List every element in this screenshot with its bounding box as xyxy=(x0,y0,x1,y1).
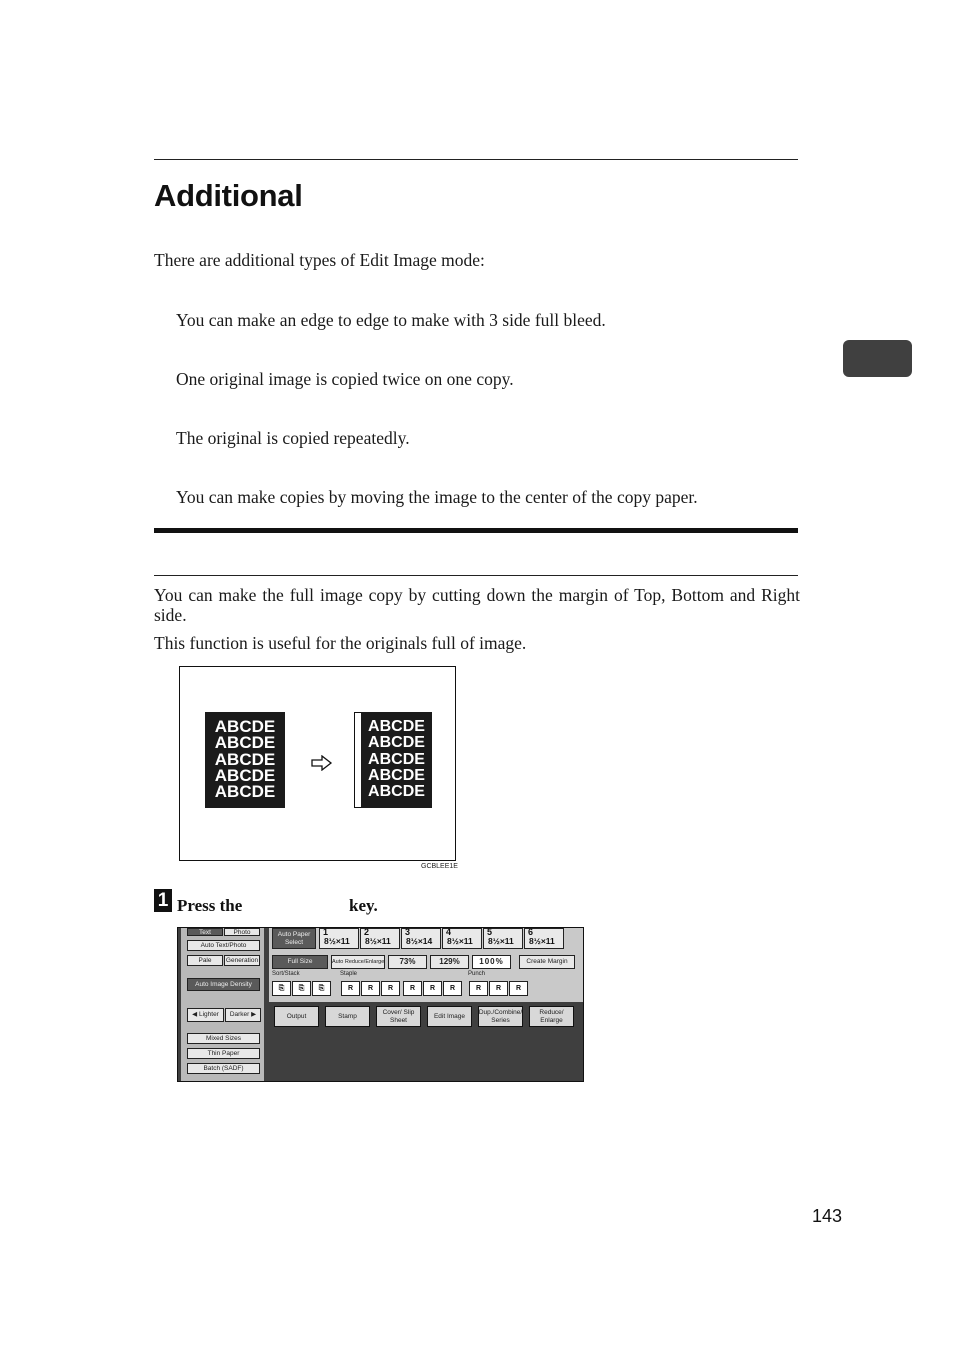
tray-size: 8½×11 xyxy=(365,936,391,946)
sample-text: ABCDE xyxy=(368,783,425,801)
original-image xyxy=(205,712,285,808)
section-paragraph: This function is useful for the originals full of image. xyxy=(154,633,527,653)
paper-reduce-area xyxy=(269,928,583,1002)
illustration-code: GCBLEE1E xyxy=(421,863,458,870)
triangle-right-icon: ▶ xyxy=(251,1011,257,1018)
output-button[interactable]: Output xyxy=(274,1006,319,1027)
list-item: One original image is copied twice on one copy. xyxy=(176,369,514,389)
staple-booklet-icon[interactable]: R xyxy=(443,981,462,996)
photo-mode-button[interactable]: Photo xyxy=(224,928,260,936)
cover-slip-sheet-button[interactable]: Cover/ Slip Sheet xyxy=(376,1006,421,1027)
step-text-end: key. xyxy=(349,896,378,915)
control-panel xyxy=(177,927,584,1082)
auto-text-photo-button[interactable]: Auto Text/Photo xyxy=(187,940,260,951)
intro-text: There are additional types of Edit Image mode: xyxy=(154,250,485,270)
generation-button[interactable]: Generation xyxy=(225,957,259,964)
page-number: 143 xyxy=(812,1206,843,1226)
step-text: Press the xyxy=(177,896,243,915)
right-arrow-icon xyxy=(311,755,333,771)
ratio-display: 100% xyxy=(472,955,511,969)
sort-icon[interactable]: ⎘ xyxy=(272,981,291,996)
tray-number: 1 xyxy=(323,927,329,937)
dup-combine-series-button[interactable]: Dup./Combine/ Series xyxy=(478,1006,523,1027)
tray-number: 4 xyxy=(446,927,452,937)
reduce-enlarge-button[interactable]: Reduce/ Enlarge xyxy=(529,1006,574,1027)
sample-text: ABCDE xyxy=(368,734,425,752)
page-title: Additional xyxy=(154,178,303,213)
thin-paper-button[interactable]: Thin Paper xyxy=(187,1048,260,1059)
paper-tray-2[interactable] xyxy=(360,928,400,949)
list-item: You can make copies by moving the image to the center of the copy paper. xyxy=(176,487,698,507)
copied-image xyxy=(361,712,432,808)
tray-size: 8½×11 xyxy=(488,936,514,946)
top-rule xyxy=(154,159,798,160)
edit-image-button[interactable]: Edit Image xyxy=(427,1006,472,1027)
tray-number: 2 xyxy=(364,927,370,937)
list-item: You can make an edge to edge to make with 3 side full bleed. xyxy=(176,310,606,330)
paper-tray-4[interactable] xyxy=(442,928,482,949)
tray-size: 8½×11 xyxy=(529,936,555,946)
sample-text: ABCDE xyxy=(368,750,425,768)
tray-number: 5 xyxy=(487,927,493,937)
auto-image-density-button[interactable]: Auto Image Density xyxy=(187,978,260,991)
sample-text: ABCDE xyxy=(214,717,276,736)
section-rule-thick xyxy=(154,528,798,533)
mixed-sizes-button[interactable]: Mixed Sizes xyxy=(187,1033,260,1044)
tray-number: 6 xyxy=(528,927,534,937)
paper-tray-3[interactable] xyxy=(401,928,441,949)
staple-two-left-icon[interactable]: R xyxy=(381,981,400,996)
create-margin-button[interactable]: Create Margin xyxy=(519,955,575,969)
stack-icon[interactable]: ⎘ xyxy=(312,981,331,996)
darker-button[interactable] xyxy=(225,1008,261,1022)
lighter-label: Lighter xyxy=(198,1011,219,1018)
sample-text: ABCDE xyxy=(368,718,425,735)
left-column xyxy=(181,928,264,1081)
sample-text: ABCDE xyxy=(214,765,276,785)
sort-stack-label: Sort/Stack xyxy=(272,971,300,977)
darker-label: Darker xyxy=(229,1011,250,1018)
sample-text: ABCDE xyxy=(368,766,425,784)
sample-text: ABCDE xyxy=(214,733,276,753)
tray-size: 8½×11 xyxy=(324,936,350,946)
sample-text: ABCDE xyxy=(214,782,276,802)
preset-129-button[interactable]: 129% xyxy=(430,955,469,969)
pale-button[interactable]: Pale xyxy=(187,955,223,966)
step-number: 1 xyxy=(154,889,172,912)
auto-paper-select-button[interactable]: Auto Paper Select xyxy=(272,928,316,949)
punch-top-icon[interactable]: R xyxy=(489,981,508,996)
stamp-button[interactable]: Stamp xyxy=(325,1006,370,1027)
tray-size: 8½×11 xyxy=(447,936,473,946)
staple-top-left-icon[interactable]: R xyxy=(341,981,360,996)
tray-number: 3 xyxy=(405,927,411,937)
illustration-frame xyxy=(179,666,456,861)
chapter-tab xyxy=(843,340,912,377)
punch-left-icon[interactable]: R xyxy=(469,981,488,996)
text-mode-button[interactable]: Text xyxy=(187,928,223,936)
full-size-button[interactable]: Full Size xyxy=(272,955,328,969)
punch-right-icon[interactable]: R xyxy=(509,981,528,996)
paper-tray-1[interactable] xyxy=(319,928,359,949)
staple-center-icon[interactable]: R xyxy=(423,981,442,996)
preset-73-button[interactable]: 73% xyxy=(388,955,427,969)
staple-two-top-icon[interactable]: R xyxy=(403,981,422,996)
paper-tray-6[interactable] xyxy=(524,928,564,949)
paper-tray-5[interactable] xyxy=(483,928,523,949)
auto-reduce-enlarge-button[interactable]: Auto Reduce/Enlarge xyxy=(331,955,385,969)
triangle-left-icon: ◀ xyxy=(192,1011,198,1018)
sample-text: ABCDE xyxy=(214,749,276,769)
tray-size: 8½×14 xyxy=(406,936,433,946)
staple-label: Staple xyxy=(340,971,358,977)
batch-sadf-button[interactable]: Batch (SADF) xyxy=(187,1063,260,1074)
subsection-rule xyxy=(154,575,798,576)
list-item: The original is copied repeatedly. xyxy=(176,428,410,448)
staple-top-right-icon[interactable]: R xyxy=(361,981,380,996)
punch-label: Punch xyxy=(468,971,486,977)
rotate-sort-icon[interactable]: ⎘ xyxy=(292,981,311,996)
lighter-button[interactable] xyxy=(187,1008,224,1022)
section-paragraph: You can make the full image copy by cutting down the margin of Top, Bottom and Right side. xyxy=(154,585,800,625)
